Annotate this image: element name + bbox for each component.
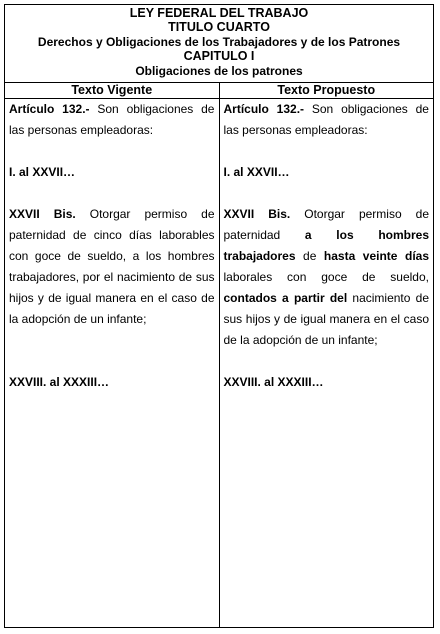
fraction-bis-text: Otorgar permiso de paternidad de cinco días laborables con goce de sueldo, a los hombres trabajadores, por el nacimiento de sus hijos y de igual manera en el caso de la adopción de un infante; [9, 207, 215, 326]
fraction-bis-text: laborales con goce de sueldo, [223, 270, 429, 284]
proposed-text-column [220, 99, 434, 627]
article-text: Son obligaciones de las personas empleadoras: [223, 102, 429, 137]
range-last [224, 372, 430, 393]
column-header-current: Texto Vigente [5, 83, 220, 98]
columns-body [5, 99, 433, 627]
fraction-bis-label: XXVII Bis. [9, 207, 76, 221]
fraction-bis-paragraph [224, 204, 430, 351]
article-label: Artículo 132.- [9, 102, 90, 116]
range-last-label: XXVIII. al XXXIII… [223, 375, 324, 389]
fraction-bis-emphasis: a los hombres trabajadores [223, 228, 430, 263]
fraction-bis-text: nacimiento de sus hijos y de igual manera en el caso de la adopción de un infante; [223, 291, 430, 347]
title-heading: Derechos y Obligaciones de los Trabajadores y de los Patrones [37, 34, 401, 49]
column-header-proposed: Texto Propuesto [277, 83, 376, 97]
law-title: LEY FEDERAL DEL TRABAJO [129, 6, 309, 20]
title-section: TITULO CUARTO [168, 20, 270, 35]
chapter-heading: Obligaciones de los patrones [135, 63, 303, 78]
range-first-label: I. al XXVII… [9, 165, 76, 179]
range-last-label: XXVIII. al XXXIII… [9, 375, 110, 389]
range-last [9, 372, 215, 393]
range-first [224, 162, 430, 183]
article-text: Son obligaciones de las personas empleadoras: [9, 102, 215, 137]
fraction-bis-label: XXVII Bis. [223, 207, 291, 221]
fraction-bis-paragraph [9, 204, 215, 330]
range-first [9, 162, 215, 183]
chapter: CAPITULO I [183, 49, 255, 64]
article-label: Artículo 132.- [223, 102, 305, 116]
article-paragraph [224, 99, 430, 141]
fraction-bis-text: Otorgar permiso de paternidad [223, 207, 429, 242]
current-text-column [5, 99, 220, 627]
column-headers [5, 83, 433, 99]
fraction-bis-text: de [295, 249, 324, 263]
fraction-bis-emphasis: hasta veinte días [323, 249, 429, 263]
article-paragraph [9, 99, 215, 141]
comparison-table [4, 4, 434, 628]
table-header [5, 5, 433, 83]
range-first-label: I. al XXVII… [223, 165, 290, 179]
fraction-bis-emphasis: contados a partir del [223, 291, 348, 305]
